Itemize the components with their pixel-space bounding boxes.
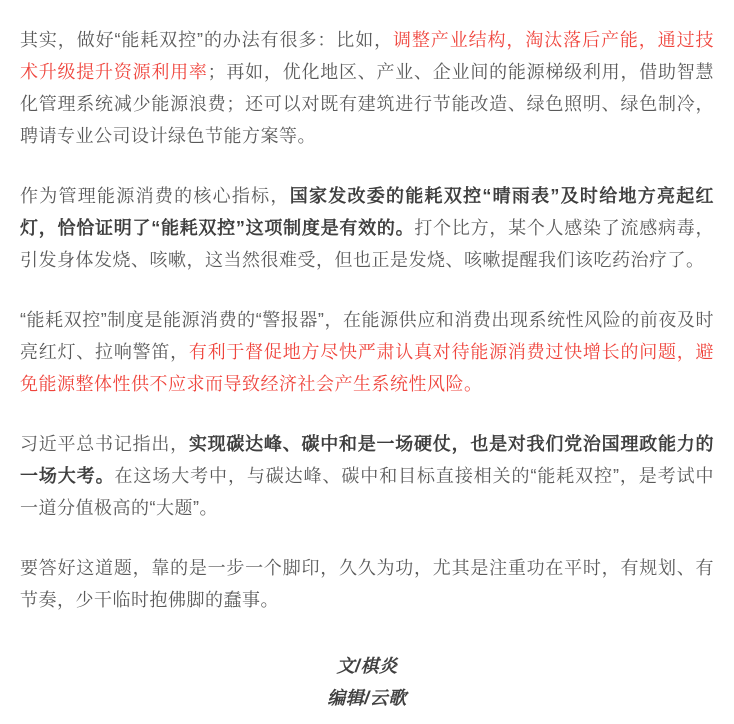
article-credits <box>20 650 714 714</box>
text-segment-normal: 作为管理能源消费的核心指标， <box>20 186 290 206</box>
text-segment-red: 有利于督促地方尽快严肃认真对待能源消费过快增长的问题，避免能源整体性供不应求而导致经济社会产生系统性风险。 <box>20 342 714 394</box>
text-segment-normal: ；再如，优化地区、产业、企业间的能源梯级利用，借助智慧化管理系统减少能源浪费；还可以对既有建筑进行节能改造、绿色照明、绿色制冷，聘请专业公司设计绿色节能方案等。 <box>20 62 714 146</box>
article-paragraph <box>20 180 714 276</box>
text-segment-normal: 打个比方，某个人感染了流感病毒，引发身体发烧、咳嗽，这当然很难受，但也正是发烧、咳嗽提醒我们该吃药治疗了。 <box>20 218 715 270</box>
article-paragraph <box>20 24 714 152</box>
text-segment-normal: 在这场大考中，与碳达峰、碳中和目标直接相关的“能耗双控”，是考试中一道分值极高的“大题”。 <box>20 466 714 518</box>
text-segment-normal: 要答好这道题，靠的是一步一个脚印，久久为功，尤其是注重功在平时，有规划、有节奏，少干临时抱佛脚的蠢事。 <box>20 558 714 610</box>
editor-credit: 编辑/云歌 <box>327 688 407 708</box>
article-paragraph <box>20 552 714 616</box>
article-body <box>20 24 714 616</box>
article-paragraph <box>20 428 714 524</box>
text-segment-normal: 习近平总书记指出， <box>20 434 189 454</box>
author-credit: 文/棋炎 <box>336 656 398 676</box>
text-segment-normal: “能耗双控”制度是能源消费的“警报器”，在能源供应和消费出现系统性风险的前夜及时亮红灯、拉响警笛， <box>20 310 714 362</box>
text-segment-bold: 国家发改委的能耗双控“晴雨表”及时给地方亮起红灯，恰恰证明了“能耗双控”这项制度是有效的。 <box>20 186 715 238</box>
text-segment-red: 调整产业结构，淘汰落后产能，通过技术升级提升资源利用率 <box>20 30 714 82</box>
text-segment-bold: 实现碳达峰、碳中和是一场硬仗，也是对我们党治国理政能力的一场大考。 <box>20 434 714 486</box>
article-paragraph <box>20 304 714 400</box>
text-segment-normal: 其实，做好“能耗双控”的办法有很多：比如， <box>20 30 393 50</box>
